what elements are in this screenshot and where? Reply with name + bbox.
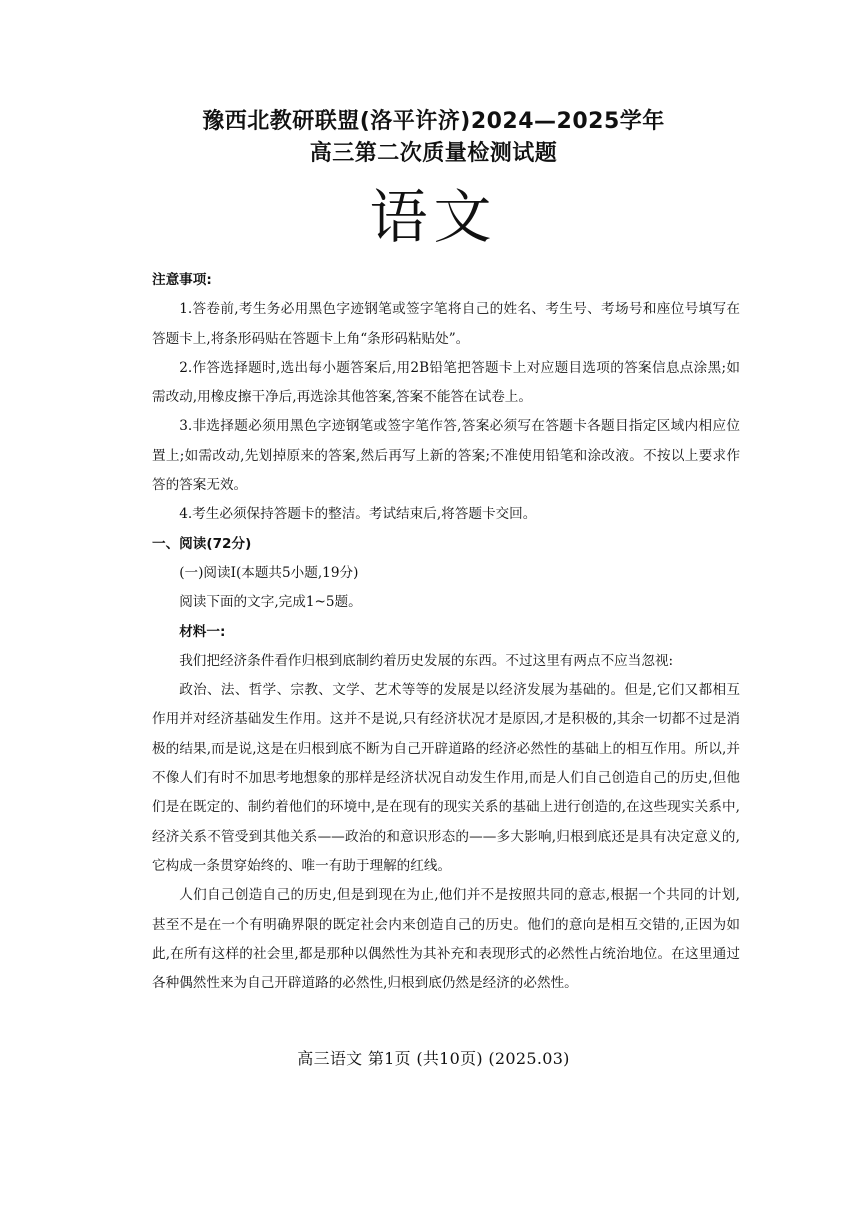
notice-item-4: 4.考生必须保持答题卡的整洁。考试结束后,将答题卡交回。: [179, 506, 537, 523]
notice-item-3: 3.非选择题必须用黑色字迹钢笔或签字笔作答,答案必须写在答题卡各题目指定区域内相应位置上;如需改动,先划掉原来的答案,然后再写上新的答案;不准使用铅笔和涂改液。不按以上要求作答的答案无效。: [152, 418, 740, 494]
material-paragraph-2: 政治、法、哲学、宗教、文学、艺术等等的发展是以经济发展为基础的。但是,它们又都相互作用并对经济基础发生作用。这并不是说,只有经济状况才是原因,才是积极的,其余一切都不过是消极的结果,而是说,这是在归根到底不断为自己开辟道路的经济必然性的基础上的相互作用。所以,并不像人们有时不加思考地想象的那样是经济状况自动发生作用,而是人们自己创造自己的历史,但他们是在既定的、制约着他们的环境中,是在现有的现实关系的基础上进行创造的,在这些现实关系中,经济关系不管受到其他关系——政治的和意识形态的——多大影响,归根到底还是具有决定意义的,它构成一条贯穿始终的、唯一有助于理解的红线。: [152, 682, 740, 874]
notice-heading: 注意事项:: [152, 272, 212, 288]
subject-title: 语文: [369, 183, 498, 251]
notice-item-2: 2.作答选择题时,选出每小题答案后,用2B铅笔把答题卡上对应题目选项的答案信息点涂黑;如需改动,用橡皮擦干净后,再选涂其他答案,答案不能答在试卷上。: [152, 359, 740, 406]
exam-title-line1: 豫西北教研联盟(洛平许济)2024—2025学年: [202, 109, 665, 134]
sub-section-heading: (一)阅读Ⅰ(本题共5小题,19分): [179, 564, 359, 581]
page-footer: 高三语文 第1页 (共10页) (2025.03): [297, 1049, 570, 1068]
section-heading: 一、阅读(72分): [152, 535, 252, 552]
reading-instruction: 阅读下面的文字,完成1~5题。: [179, 594, 362, 611]
material-paragraph-3: 人们自己创造自己的历史,但是到现在为止,他们并不是按照共同的意志,根据一个共同的计划,甚至不是在一个有明确界限的既定社会内来创造自己的历史。他们的意向是相互交错的,正因为如此,在所有这样的社会里,都是那种以偶然性为其补充和表现形式的必然性占统治地位。在这里通过各种偶然性来为自己开辟道路的必然性,归根到底仍然是经济的必然性。: [152, 887, 740, 992]
exam-title-line2: 高三第二次质量检测试题: [309, 141, 558, 166]
exam-body: [152, 266, 740, 998]
material-label: 材料一:: [179, 623, 226, 640]
notice-item-1: 1.答卷前,考生务必用黑色字迹钢笔或签字笔将自己的姓名、考生号、考场号和座位号填写在答题卡上,将条形码贴在答题卡上角“条形码粘贴处”。: [152, 301, 740, 347]
material-paragraph-1: 我们把经济条件看作归根到底制约着历史发展的东西。不过这里有两点不应当忽视:: [179, 652, 674, 669]
